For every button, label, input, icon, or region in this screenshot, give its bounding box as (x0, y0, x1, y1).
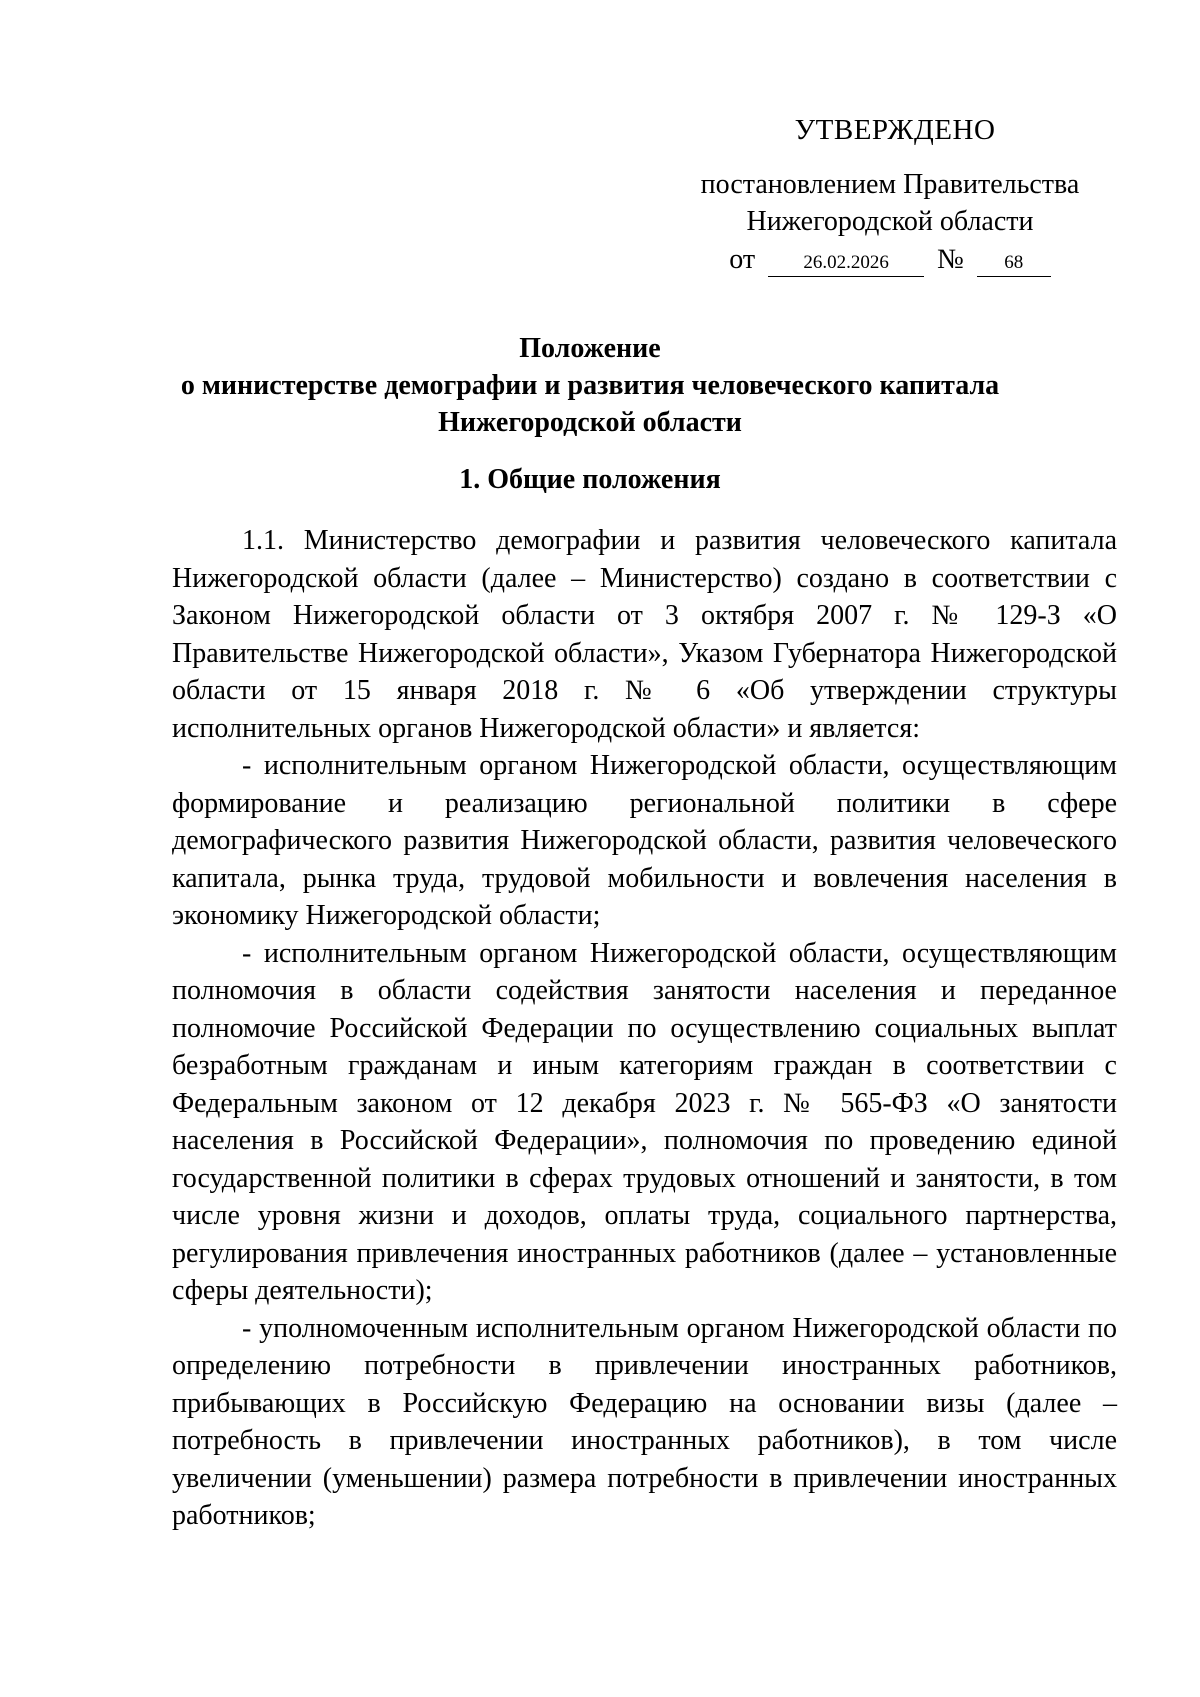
approval-date-field: 26.02.2026 (768, 250, 924, 277)
paragraph-1-1: 1.1. Министерство демографии и развития человеческого капитала Нижегородской области (далее – Министерство) создано в соответствии с Законом Нижегородской области от 3 октября 2007 г. № 129-З «О Правительстве Нижегородской области», Указом Губернатора Нижегородской области от 15 января 2018 г. № 6 «Об утверждении структуры исполнительных органов Нижегородской области» и является: (172, 525, 1117, 744)
section-heading: 1. Общие положения (459, 464, 721, 495)
document-title (150, 330, 1030, 441)
approved-heading: УТВЕРЖДЕНО (794, 114, 996, 146)
approval-date-line (680, 241, 1100, 278)
document-body (172, 522, 1117, 1535)
paragraph-item-3: - уполномоченным исполнительным органом Нижегородской области по определению потребности в привлечении иностранных работников, прибывающих в Российскую Федерацию на основании визы (далее – потребность в привлечении иностранных работников), в том числе увеличении (уменьшении) размера потребности в привлечении иностранных работников; (172, 1312, 1117, 1531)
approval-line-1: постановлением Правительства (700, 169, 1080, 200)
paragraph-item-2: - исполнительным органом Нижегородской области, осуществляющим полномочия в области содействия занятости населения и переданное полномочие Российской Федерации по осуществлению социальных выплат безработным гражданам и иным категориям граждан в соответствии с Федеральным законом от 12 декабря 2023 г. № 565-ФЗ «О занятости населения в Российской Федерации», полномочия по проведению единой государственной политики в сферах трудовых отношений и занятости, в том числе уровня жизни и доходов, оплаты труда, социального партнерства, регулирования привлечения иностранных работников (далее – установленные сферы деятельности); (172, 937, 1117, 1306)
from-label: от (729, 244, 756, 275)
approval-stamp-block (680, 112, 1100, 278)
document-title-line-2: о министерстве демографии и развития человеческого капитала (180, 370, 1000, 401)
approval-number-field: 68 (977, 250, 1051, 277)
paragraph-item-1: - исполнительным органом Нижегородской области, осуществляющим формирование и реализацию региональной политики в сфере демографического развития Нижегородской области, развития человеческого капитала, рынка труда, трудовой мобильности и вовлечения населения в экономику Нижегородской области; (172, 750, 1117, 931)
number-sign: № (937, 244, 964, 275)
document-title-line-3: Нижегородской области (438, 407, 742, 438)
document-title-line-1: Положение (519, 333, 661, 364)
approval-line-2: Нижегородской области (746, 206, 1034, 237)
